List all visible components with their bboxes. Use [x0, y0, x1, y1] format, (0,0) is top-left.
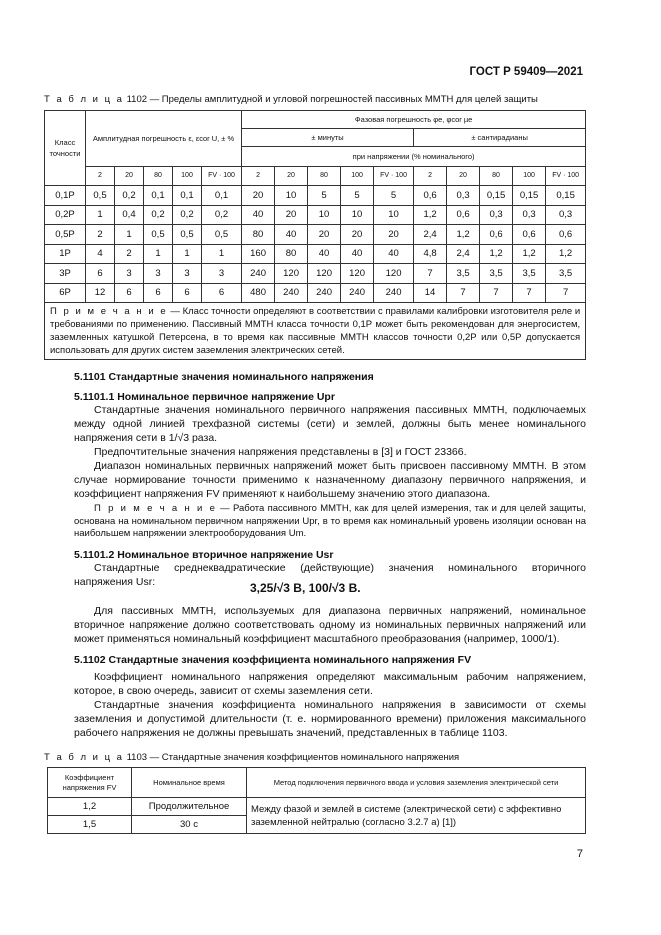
- value-cell: 7: [513, 283, 546, 303]
- value-cell: 0,5: [173, 225, 202, 245]
- voltage-factor-cell: 1,5: [48, 816, 132, 834]
- value-cell: 10: [308, 205, 341, 225]
- value-cell: 120: [374, 264, 414, 284]
- value-cell: 240: [242, 264, 275, 284]
- note-prefix: П р и м е ч а н и е: [94, 503, 217, 514]
- table-1102: [44, 110, 586, 360]
- value-cell: 240: [341, 283, 374, 303]
- value-cell: 0,6: [546, 225, 586, 245]
- document-id: ГОСТ Р 59409—2021: [469, 66, 583, 78]
- paragraph: Диапазон номинальных первичных напряжений может быть присвоен пассивному ММТН. В этом случае нормирование точности применимо к назначенному диапазону первичного напряжения, и коэффициент напряжения FV применяют к наибольшему значению этого диапазона.: [74, 460, 586, 501]
- accuracy-class-cell: 0,2P: [45, 205, 86, 225]
- value-cell: 0,3: [513, 205, 546, 225]
- value-cell: 40: [374, 244, 414, 264]
- table-1103: [47, 767, 586, 834]
- value-cell: 3: [173, 264, 202, 284]
- value-cell: 1: [86, 205, 115, 225]
- value-cell: 0,15: [546, 186, 586, 206]
- note-text: — Класс точности определяют в соответствии с правилами калибровки изготовителя реле и требованиями по применению. Пассивный ММТН класса точности 0,1P может быть рекомендован для энергосистем, заземленных катушкой Петерсена, в то время как пассивные ММТН классов точности 0,2P или 0,5P допускается использовать для других систем заземления электрических сетей.: [50, 306, 581, 356]
- value-cell: 0,3: [546, 205, 586, 225]
- value-cell: 80: [275, 244, 308, 264]
- section-5-1101-heading: 5.1101 Стандартные значения номинального напряжения: [74, 371, 374, 383]
- value-cell: 0,6: [447, 205, 480, 225]
- formula: 3,25/√3 В, 100/√3 В.: [250, 581, 361, 595]
- paragraph: Стандартные среднеквадратические (действующие) значения номинального вторичного напряжения Usr:: [74, 562, 586, 589]
- value-cell: 40: [242, 205, 275, 225]
- subcol-header: 20: [275, 167, 308, 186]
- value-cell: 3,5: [447, 264, 480, 284]
- value-cell: 0,2: [202, 205, 242, 225]
- value-cell: 3: [202, 264, 242, 284]
- subcol-header: FV · 100: [202, 167, 242, 186]
- value-cell: 6: [144, 283, 173, 303]
- accuracy-class-cell: 0,1P: [45, 186, 86, 206]
- header-class: Класс точности: [45, 111, 86, 186]
- value-cell: 2,4: [414, 225, 447, 245]
- table-row: [45, 205, 586, 225]
- table-1103-caption: [44, 752, 459, 763]
- subcol-header: 80: [308, 167, 341, 186]
- value-cell: 80: [242, 225, 275, 245]
- table-row: [45, 186, 586, 206]
- value-cell: 20: [374, 225, 414, 245]
- caption-prefix: Т а б л и ц а: [44, 752, 124, 763]
- value-cell: 3,5: [513, 264, 546, 284]
- subcol-header: 100: [173, 167, 202, 186]
- value-cell: 1,2: [447, 225, 480, 245]
- caption-text: 1102 — Пределы амплитудной и угловой погрешностей пассивных ММТН для целей защиты: [126, 94, 538, 105]
- value-cell: 6: [202, 283, 242, 303]
- value-cell: 20: [275, 205, 308, 225]
- accuracy-class-cell: 6P: [45, 283, 86, 303]
- subcol-header: FV · 100: [546, 167, 586, 186]
- header-minutes: ± минуты: [242, 129, 414, 147]
- value-cell: 240: [308, 283, 341, 303]
- header-phase-error: Фазовая погрешность φe, φcor µe: [242, 111, 586, 129]
- value-cell: 480: [242, 283, 275, 303]
- caption-prefix: Т а б л и ц а: [44, 94, 124, 105]
- value-cell: 0,2: [173, 205, 202, 225]
- table-row: [48, 798, 586, 816]
- value-cell: 1,2: [546, 244, 586, 264]
- value-cell: 4,8: [414, 244, 447, 264]
- value-cell: 240: [275, 283, 308, 303]
- subcol-header: 20: [447, 167, 480, 186]
- accuracy-class-cell: 3P: [45, 264, 86, 284]
- subcol-header: 80: [480, 167, 513, 186]
- subcol-header: 20: [115, 167, 144, 186]
- value-cell: 6: [173, 283, 202, 303]
- value-cell: 6: [86, 264, 115, 284]
- header-centiradians: ± сантирадианы: [414, 129, 586, 147]
- table-row: [45, 244, 586, 264]
- value-cell: 0,1: [173, 186, 202, 206]
- note-text: — Работа пассивного ММТН, как для целей измерения, так и для целей защиты, основана на номинальном первичном напряжении Upr, в то время как номинальный уровень изоляции основан на наибольшем напряжении электрооборудования Um.: [74, 503, 586, 539]
- value-cell: 1: [202, 244, 242, 264]
- value-cell: 7: [447, 283, 480, 303]
- value-cell: 20: [341, 225, 374, 245]
- paragraph: Для пассивных ММТН, используемых для диапазона первичных напряжений, номинальное вторичное напряжение должно соответствовать одному из номинальных первичных напряжений или может применяться номинальный коэффициент масштабного преобразования (например, 1000/1).: [74, 605, 586, 646]
- value-cell: 0,4: [115, 205, 144, 225]
- value-cell: 2: [86, 225, 115, 245]
- value-cell: 14: [414, 283, 447, 303]
- value-cell: 0,6: [480, 225, 513, 245]
- value-cell: 120: [341, 264, 374, 284]
- note-paragraph: [74, 503, 586, 541]
- value-cell: 3: [115, 264, 144, 284]
- value-cell: 0,2: [115, 186, 144, 206]
- value-cell: 240: [374, 283, 414, 303]
- header-connection-method: Метод подключения первичного ввода и условия заземления электрической сети: [247, 768, 586, 798]
- table-row: [45, 264, 586, 284]
- section-5-1102-heading: 5.1102 Стандартные значения коэффициента номинального напряжения FV: [74, 654, 472, 666]
- header-voltage-percent: при напряжении (% номинального): [242, 147, 586, 167]
- value-cell: 5: [308, 186, 341, 206]
- value-cell: 12: [86, 283, 115, 303]
- value-cell: 1: [144, 244, 173, 264]
- value-cell: 40: [341, 244, 374, 264]
- accuracy-class-cell: 0,5P: [45, 225, 86, 245]
- value-cell: 10: [341, 205, 374, 225]
- table-1102-caption: [44, 94, 538, 105]
- table-1102-note: [45, 303, 586, 360]
- paragraph: Коэффициент номинального напряжения определяют максимальным рабочим напряжением, которое, в свою очередь, зависит от схемы заземления сети.: [74, 671, 586, 698]
- rated-time-cell: 30 с: [132, 816, 247, 834]
- subcol-header: 2: [86, 167, 115, 186]
- value-cell: 0,2: [144, 205, 173, 225]
- value-cell: 160: [242, 244, 275, 264]
- value-cell: 6: [115, 283, 144, 303]
- subcol-header: 2: [242, 167, 275, 186]
- value-cell: 1: [115, 225, 144, 245]
- value-cell: 3,5: [546, 264, 586, 284]
- section-5-1101-2-heading: 5.1101.2 Номинальное вторичное напряжение Usr: [74, 549, 334, 561]
- header-voltage-factor: Коэффициент напряжения FV: [48, 768, 132, 798]
- value-cell: 0,5: [144, 225, 173, 245]
- value-cell: 1,2: [513, 244, 546, 264]
- value-cell: 4: [86, 244, 115, 264]
- subcol-header: 80: [144, 167, 173, 186]
- caption-text: 1103 — Стандартные значения коэффициентов номинального напряжения: [126, 752, 460, 763]
- page-number: 7: [576, 848, 583, 860]
- value-cell: 0,1: [202, 186, 242, 206]
- header-rated-time: Номинальное время: [132, 768, 247, 798]
- value-cell: 120: [308, 264, 341, 284]
- note-prefix: П р и м е ч а н и е: [50, 306, 168, 317]
- value-cell: 0,15: [513, 186, 546, 206]
- value-cell: 10: [275, 186, 308, 206]
- value-cell: 0,1: [144, 186, 173, 206]
- rated-time-cell: Продолжительное: [132, 798, 247, 816]
- value-cell: 7: [480, 283, 513, 303]
- value-cell: 0,3: [480, 205, 513, 225]
- subcol-header: FV · 100: [374, 167, 414, 186]
- value-cell: 0,5: [86, 186, 115, 206]
- value-cell: 5: [374, 186, 414, 206]
- table-1102-data: [45, 186, 586, 303]
- value-cell: 2: [115, 244, 144, 264]
- value-cell: 1,2: [414, 205, 447, 225]
- value-cell: 10: [374, 205, 414, 225]
- value-cell: 3,5: [480, 264, 513, 284]
- value-cell: 0,6: [513, 225, 546, 245]
- value-cell: 20: [242, 186, 275, 206]
- paragraph: Стандартные значения номинального первичного напряжения пассивных ММТН, подключаемых между одной линией трехфазной системы (сети) и землей, должны быть менее номинального напряжения сети в 1/√3 раза.: [74, 404, 586, 445]
- value-cell: 40: [308, 244, 341, 264]
- paragraph: Стандартные значения коэффициента номинального напряжения в зависимости от схемы заземления и допустимой длительности (т. е. нормированного времени) приложения максимального рабочего напряжения не должны превышать значений, представленных в таблице 1103.: [74, 699, 586, 740]
- header-amplitude-error: Амплитудная погрешность ε, εcor U, ± %: [86, 111, 242, 167]
- paragraph: Предпочтительные значения напряжения представлены в [3] и ГОСТ 23366.: [94, 446, 467, 458]
- value-cell: 20: [308, 225, 341, 245]
- value-cell: 7: [546, 283, 586, 303]
- value-cell: 7: [414, 264, 447, 284]
- value-cell: 2,4: [447, 244, 480, 264]
- header-subcolumns-row: [45, 167, 586, 186]
- value-cell: 1: [173, 244, 202, 264]
- value-cell: 5: [341, 186, 374, 206]
- value-cell: 120: [275, 264, 308, 284]
- value-cell: 0,15: [480, 186, 513, 206]
- table-row: [45, 283, 586, 303]
- subcol-header: 100: [341, 167, 374, 186]
- subcol-header: 100: [513, 167, 546, 186]
- value-cell: 1,2: [480, 244, 513, 264]
- accuracy-class-cell: 1P: [45, 244, 86, 264]
- value-cell: 0,3: [447, 186, 480, 206]
- voltage-factor-cell: 1,2: [48, 798, 132, 816]
- subcol-header: 2: [414, 167, 447, 186]
- value-cell: 0,6: [414, 186, 447, 206]
- value-cell: 40: [275, 225, 308, 245]
- connection-method-cell: Между фазой и землей в системе (электрической сети) с эффективно заземленной нейтралью (согласно 3.2.7 а) [1]): [247, 798, 586, 834]
- value-cell: 3: [144, 264, 173, 284]
- section-5-1101-1-heading: 5.1101.1 Номинальное первичное напряжение Upr: [74, 391, 335, 403]
- table-row: [45, 225, 586, 245]
- value-cell: 0,5: [202, 225, 242, 245]
